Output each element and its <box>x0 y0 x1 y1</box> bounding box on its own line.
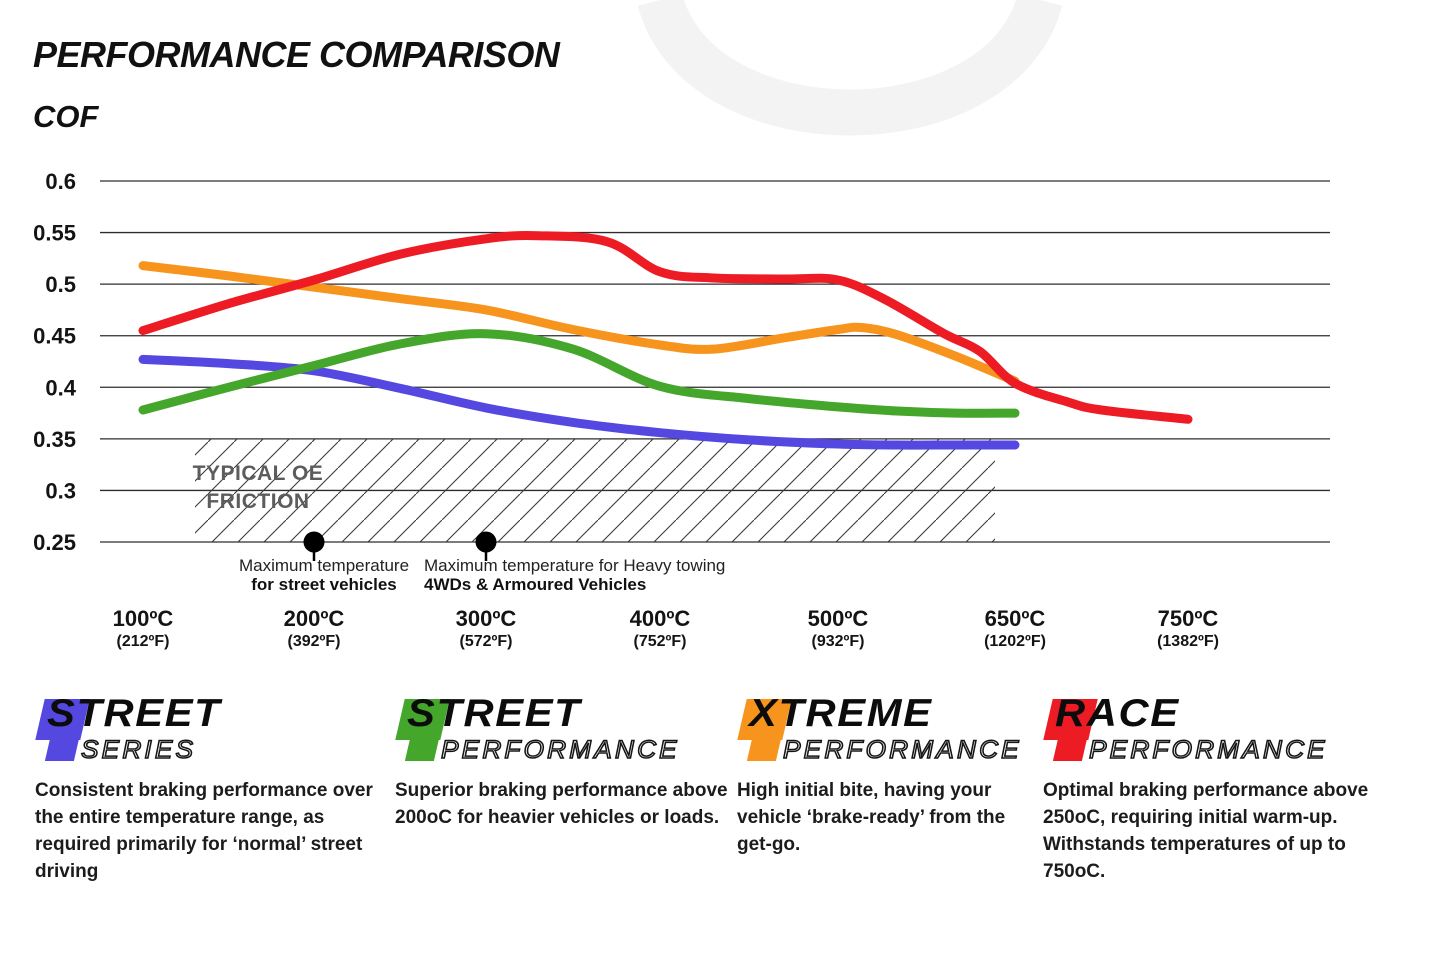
x-tick-label <box>763 606 913 651</box>
max-temp-marker-dot <box>476 532 497 553</box>
y-tick-label: 0.6 <box>45 169 76 194</box>
xtreme-performance-logo <box>737 692 1037 764</box>
x-tick-fahrenheit: (572ºF) <box>459 633 513 650</box>
product-street-performance <box>395 692 740 831</box>
annotation-line2: 4WDs & Armoured Vehicles <box>424 575 647 594</box>
product-description: High initial bite, having your vehicle ‘brake-ready’ from the get-go. <box>737 780 1006 855</box>
x-tick-fahrenheit: (752ºF) <box>633 633 687 650</box>
x-tick-label <box>585 606 735 651</box>
x-tick-label <box>1113 606 1263 651</box>
annotation-line1: Maximum temperature <box>238 556 410 575</box>
x-tick-celsius: 300ºC <box>455 606 517 631</box>
logo-badge-tail-icon <box>747 734 782 761</box>
annotation-line2: for street vehicles <box>251 575 397 594</box>
x-tick-fahrenheit: (1202ºF) <box>984 633 1046 650</box>
logo-word2: PERFORMANCE <box>441 736 680 764</box>
x-tick-celsius: 650ºC <box>984 606 1046 631</box>
y-tick-label: 0.35 <box>33 426 76 452</box>
y-tick-label: 0.25 <box>33 530 76 555</box>
x-tick-celsius: 100ºC <box>112 606 174 631</box>
background-watermark <box>660 0 1040 113</box>
max-temp-marker-dot <box>304 532 325 553</box>
y-tick-label: 0.55 <box>33 220 76 246</box>
logo-badge-tail-icon <box>1053 734 1088 761</box>
x-tick-celsius: 400ºC <box>629 606 691 631</box>
x-tick-label <box>68 606 218 651</box>
logo-word2: PERFORMANCE <box>783 736 1022 764</box>
product-street-series <box>35 692 380 885</box>
x-tick-label <box>940 606 1090 651</box>
oe-friction-band-label: FRICTION <box>206 490 310 513</box>
product-description: Optimal braking performance above 250oC, requiring initial warm-up. Withstands temperatures of up to 750oC. <box>1043 780 1369 882</box>
oe-friction-band <box>192 439 995 542</box>
x-tick-label <box>411 606 561 651</box>
y-tick-label: 0.45 <box>33 323 76 349</box>
logo-word1: XTREME <box>749 692 933 735</box>
oe-friction-band-label: TYPICAL OE <box>192 462 324 485</box>
x-tick-fahrenheit: (392ºF) <box>287 633 341 650</box>
product-xtreme-performance <box>737 692 1037 858</box>
x-tick-celsius: 500ºC <box>807 606 869 631</box>
series-line-street-performance <box>143 334 1015 414</box>
logo-word1: STREET <box>47 692 222 735</box>
product-description: Consistent braking performance over the entire temperature range, as required primarily for ‘normal’ street driving <box>35 780 373 882</box>
x-tick-celsius: 750ºC <box>1157 606 1219 631</box>
x-tick-label <box>239 606 389 651</box>
x-tick-fahrenheit: (212ºF) <box>116 633 170 650</box>
y-tick-label: 0.5 <box>45 272 76 298</box>
street-performance-logo <box>395 692 740 764</box>
x-tick-fahrenheit: (1382ºF) <box>1157 633 1219 650</box>
x-tick-celsius: 200ºC <box>283 606 345 631</box>
product-race-performance <box>1043 692 1378 885</box>
logo-badge-tail-icon <box>45 734 80 761</box>
logo-word2: SERIES <box>81 736 197 764</box>
y-axis-title: COF <box>33 99 99 134</box>
logo-badge-tail-icon <box>405 734 440 761</box>
race-performance-logo <box>1043 692 1378 764</box>
annotation-line1: Maximum temperature for Heavy towing <box>424 556 726 575</box>
y-tick-label: 0.4 <box>45 375 76 401</box>
logo-word1: RACE <box>1055 692 1180 735</box>
logo-word2: PERFORMANCE <box>1089 736 1328 764</box>
x-tick-fahrenheit: (932ºF) <box>811 633 865 650</box>
product-description: Superior braking performance above 200oC for heavier vehicles or loads. <box>395 780 728 828</box>
logo-word1: STREET <box>407 692 582 735</box>
page-title: PERFORMANCE COMPARISON <box>33 34 560 75</box>
max-temp-annotation <box>424 556 764 594</box>
y-tick-label: 0.3 <box>45 478 76 504</box>
street-series-logo <box>35 692 380 764</box>
